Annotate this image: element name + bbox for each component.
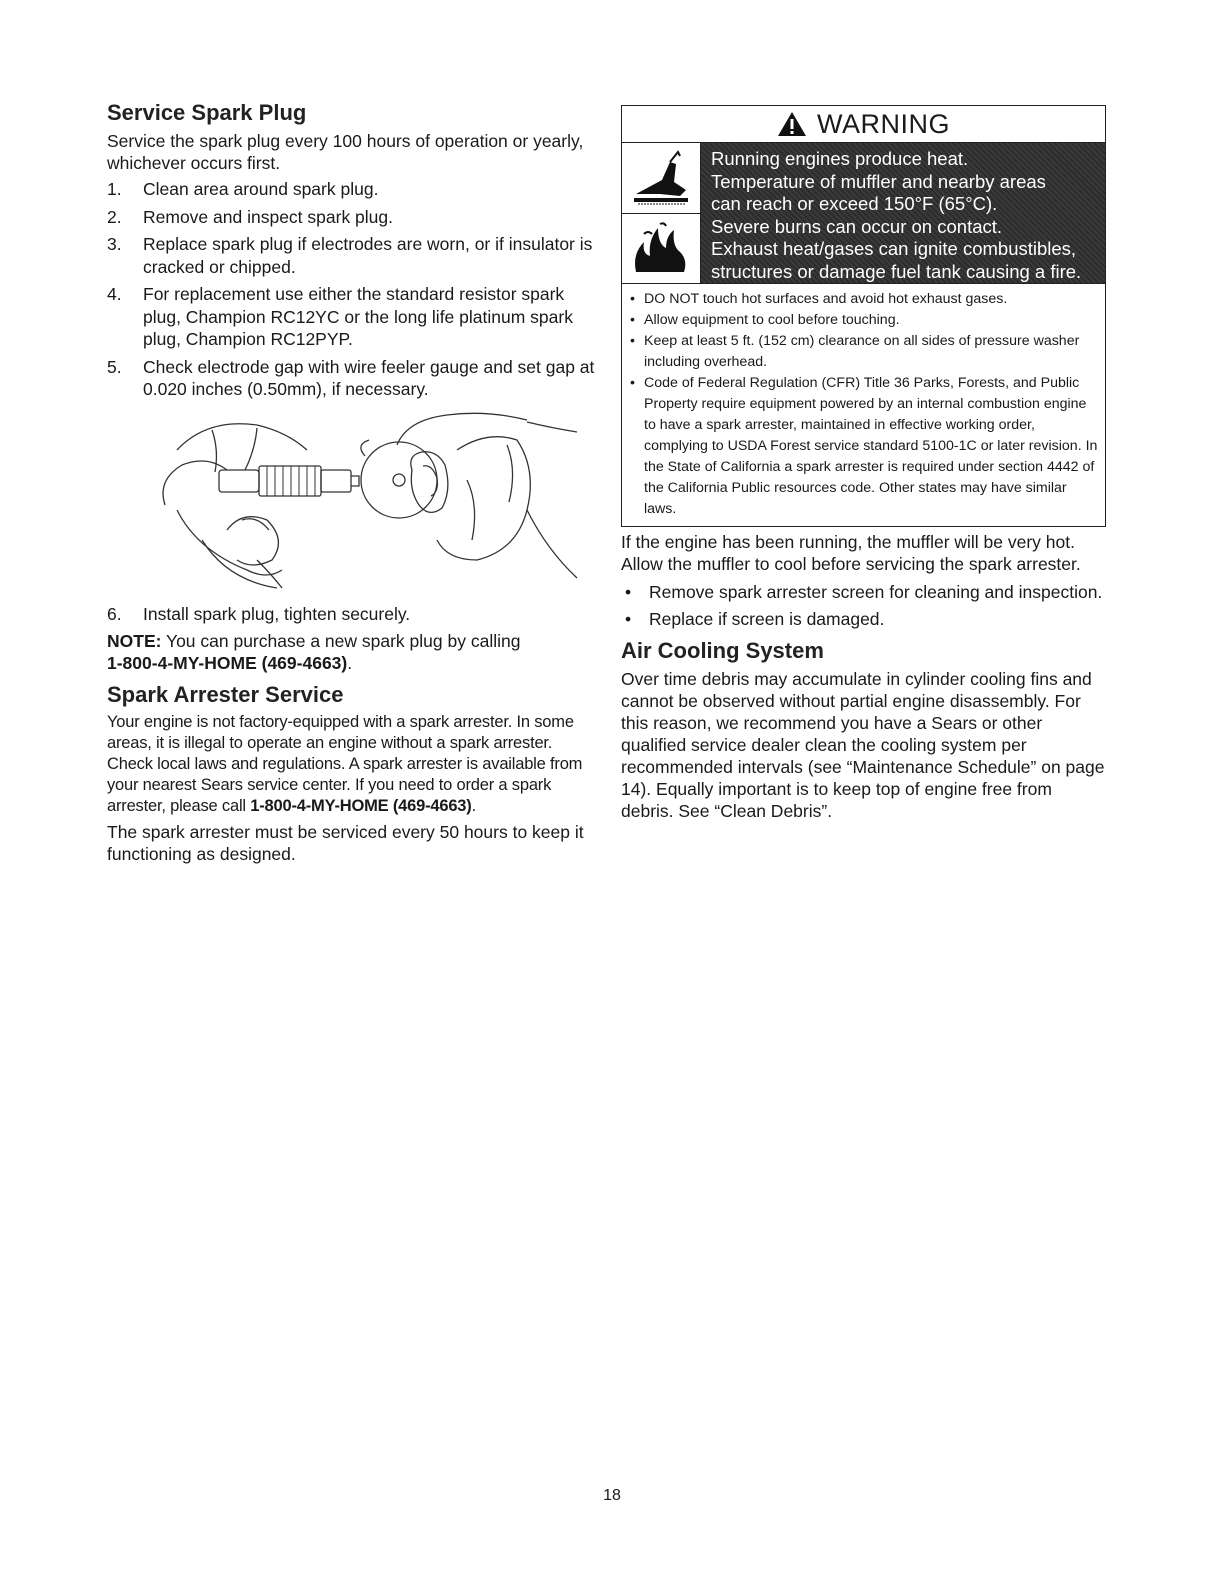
warning-header [622, 106, 1105, 143]
list-item: 4. For replacement use either the standard resistor spark plug, Champion RC12YC or the long life platinum spark plug, Champion RC12PYP. [107, 284, 573, 349]
list-item: 1. Clean area around spark plug. [107, 179, 379, 199]
air-cooling-paragraph: Over time debris may accumulate in cylinder cooling fins and cannot be observed without partial engine disassembly. For this reason, we recommend you have a Sears or other qualified service dealer clean the cooling system per recommended intervals (see “Maintenance Schedule” on page 14). Equally important is to keep top of engine free from debris. See “Clean Debris”. [621, 669, 1105, 821]
spark-arrester-heading: Spark Arrester Service [107, 682, 344, 707]
spark-plug-intro: Service the spark plug every 100 hours of operation or yearly, whichever occurs first. [107, 131, 584, 173]
spark-plug-steps-continued [107, 603, 595, 626]
warning-title: WARNING [817, 108, 950, 139]
list-item: 5. Check electrode gap with wire feeler gauge and set gap at 0.020 inches (0.50mm), if necessary. [107, 356, 595, 399]
spark-plug-gap-illustration [107, 410, 595, 590]
spark-plug-steps [107, 178, 595, 401]
list-item: • Allow equipment to cool before touching. [628, 310, 1099, 331]
list-item: • DO NOT touch hot surfaces and avoid hot exhaust gases. [628, 289, 1099, 310]
list-item: • Keep at least 5 ft. (152 cm) clearance on all sides of pressure washer including overhead. [628, 331, 1099, 373]
spark-plug-note: NOTE: You can purchase a new spark plug by calling 1-800-4-MY-HOME (469-4663). [107, 631, 521, 673]
list-item: 3. Replace spark plug if electrodes are worn, or if insulator is cracked or chipped. [107, 234, 593, 277]
warning-message-band [622, 143, 1105, 284]
spark-arrester-interval: The spark arrester must be serviced every 50 hours to keep it functioning as designed. [107, 822, 584, 864]
list-item: 2. Remove and inspect spark plug. [107, 206, 393, 227]
left-column [107, 100, 595, 865]
arrester-bullets [621, 581, 1106, 630]
air-cooling-heading: Air Cooling System [621, 638, 824, 663]
muffler-paragraph: If the engine has been running, the muffler will be very hot. Allow the muffler to cool before servicing the spark arrester. [621, 532, 1081, 574]
page-number: 18 [603, 1487, 621, 1504]
list-item: • Remove spark arrester screen for cleaning and inspection. [621, 581, 1106, 603]
fire-icon [622, 213, 700, 284]
list-item: 6. Install spark plug, tighten securely. [107, 603, 411, 624]
list-item: • Replace if screen is damaged. [621, 608, 1106, 630]
warning-message: Running engines produce heat. Temperature of muffler and nearby areas can reach or exceed 150°F (65°C). Severe burns can occur on contact. Exhaust heat/gases can ignite combustibles, structures or damage fuel tank causing a fire. [701, 143, 1105, 283]
service-spark-plug-heading: Service Spark Plug [107, 100, 307, 125]
list-item: • Code of Federal Regulation (CFR) Title 36 Parks, Forests, and Public Property require equipment powered by an internal combustion engine to have a spark arrester, maintained in effective working order, complying to USDA Forest service standard 5100-1C or later revision. In the State of California a spark arrester is required under section 4442 of the California Public resources code. Other states may have similar laws. [628, 373, 1099, 520]
right-column [621, 100, 1106, 822]
warning-box [621, 105, 1106, 527]
hot-surface-icon [622, 143, 700, 213]
warning-bullets [622, 284, 1105, 526]
warning-triangle-icon [777, 111, 807, 137]
spark-arrester-para: Your engine is not factory-equipped with a spark arrester. In some areas, it is illegal to operate an engine without a spark arrester. Check local laws and regulations. A spark arrester is available from your nearest Sears service center. If you need to order a spark arrester, please call 1-800-4-MY-HOME (469-4663). [107, 713, 583, 815]
